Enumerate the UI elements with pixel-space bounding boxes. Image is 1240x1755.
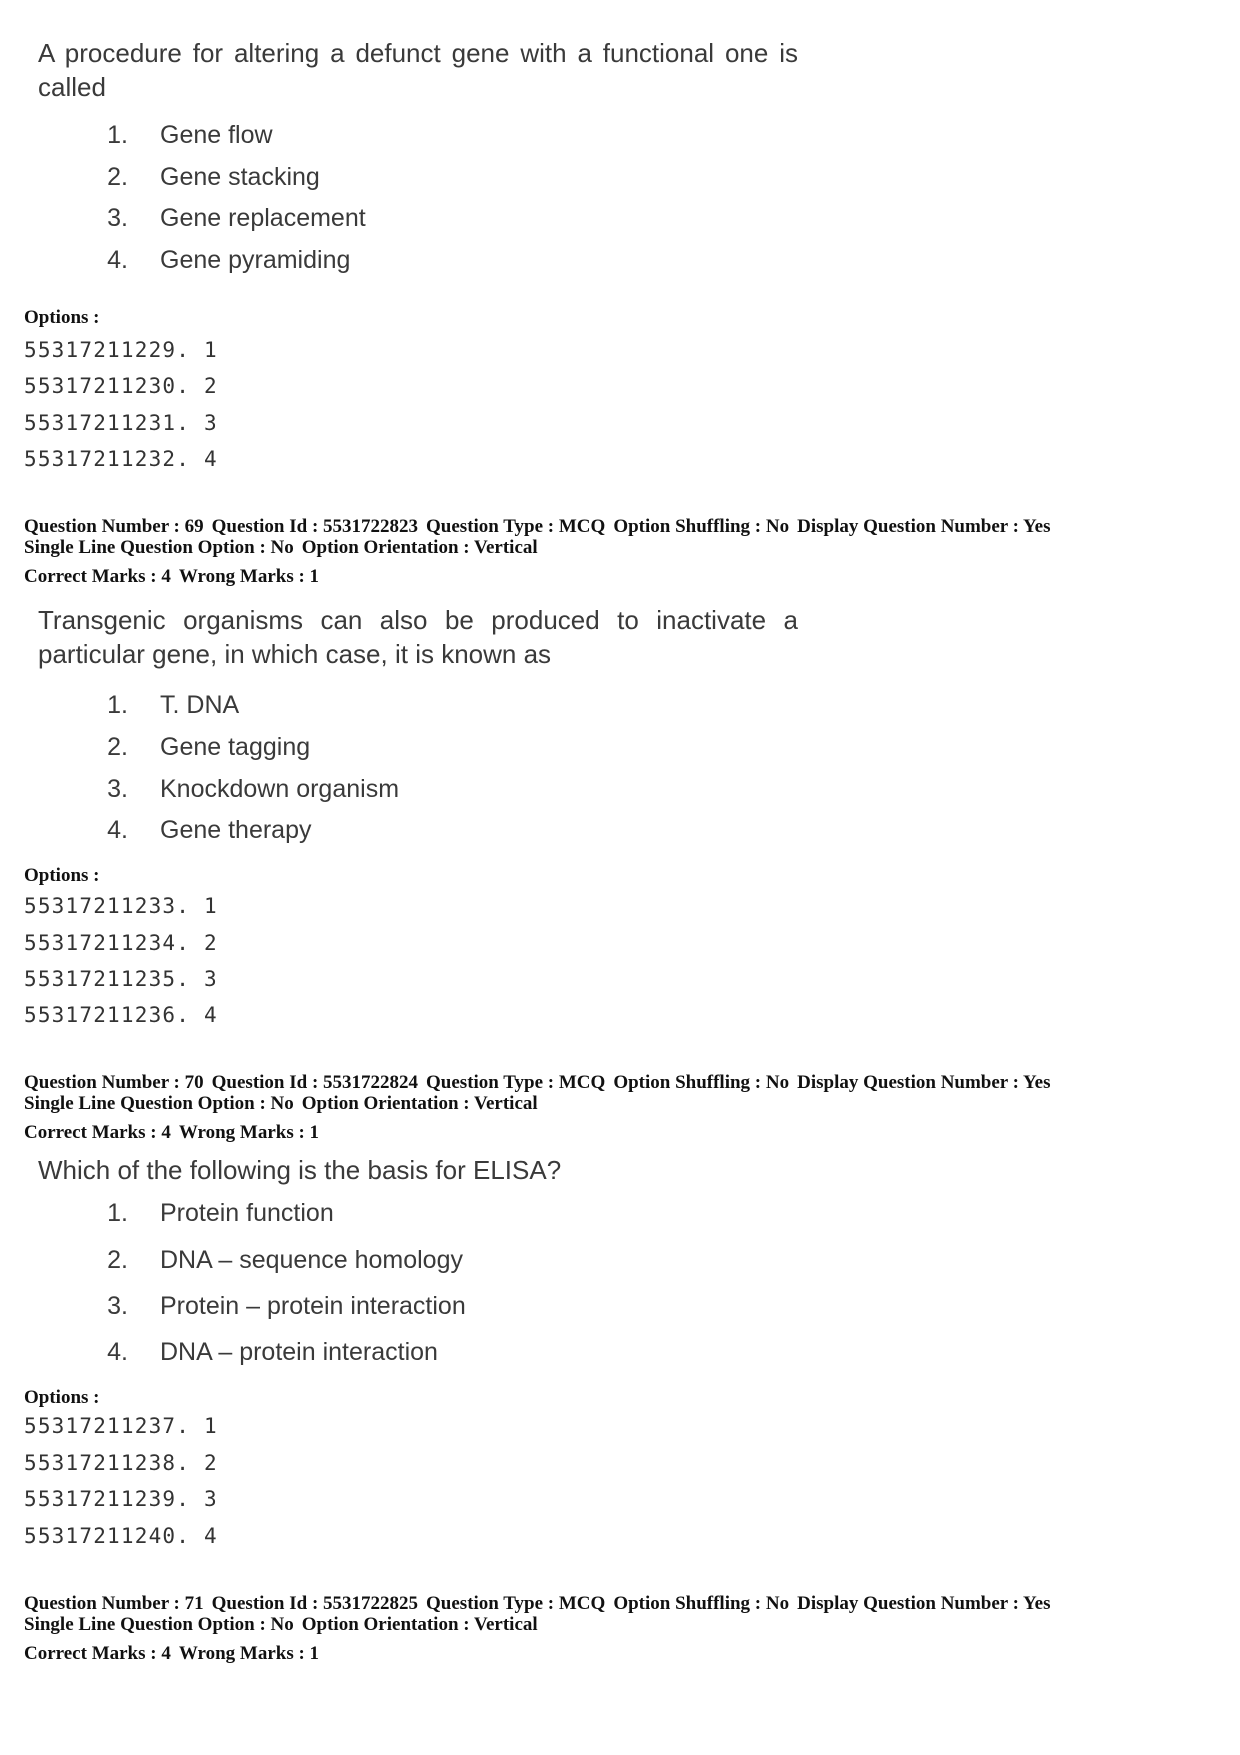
q69-choice-2: 2. Gene tagging [107,733,311,761]
question-70-image [38,1153,798,1187]
q68-options-label: Options : [24,307,100,328]
q68-choice-1: 1. Gene flow [107,121,273,149]
q69-option-4: 55317211236. 4 [24,1003,218,1027]
q68-option-4: 55317211232. 4 [24,447,218,471]
question-68-image [38,36,798,104]
q69-marks: Correct Marks : 4 Wrong Marks : 1 [24,566,320,587]
q68-choice-2: 2. Gene stacking [107,163,320,191]
q70-meta-line-1: Question Number : 70 Question Id : 5531722824 Question Type : MCQ Option Shuffling : No Display Question Number : Yes [24,1072,1051,1093]
q69-choice-1: 1. T. DNA [107,691,240,719]
q69-choice-4: 4. Gene therapy [107,816,312,844]
q68-choice-4: 4. Gene pyramiding [107,246,351,274]
q70-choice-1: 1. Protein function [107,1199,334,1227]
q70-choice-2: 2. DNA – sequence homology [107,1246,463,1274]
q70-marks: Correct Marks : 4 Wrong Marks : 1 [24,1122,320,1143]
question-69-text: Transgenic organisms can also be produced to inactivate a particular gene, in which case, it is known as [38,605,798,669]
q70-option-1: 55317211237. 1 [24,1414,218,1438]
question-68-text: A procedure for altering a defunct gene with a functional one is called [38,38,798,102]
q71-marks: Correct Marks : 4 Wrong Marks : 1 [24,1643,320,1664]
q69-option-1: 55317211233. 1 [24,894,218,918]
q70-options-label: Options : [24,1387,100,1408]
q68-choice-3: 3. Gene replacement [107,204,366,232]
question-69-image [38,603,798,671]
q70-choice-4: 4. DNA – protein interaction [107,1338,438,1366]
q71-meta-line-1: Question Number : 71 Question Id : 5531722825 Question Type : MCQ Option Shuffling : No Display Question Number : Yes [24,1593,1051,1614]
q71-meta-line-2: Single Line Question Option : No Option Orientation : Vertical [24,1614,538,1635]
q69-option-3: 55317211235. 3 [24,967,218,991]
q70-option-3: 55317211239. 3 [24,1487,218,1511]
q70-option-4: 55317211240. 4 [24,1524,218,1548]
q69-choice-3: 3. Knockdown organism [107,775,400,803]
q69-meta-line-2: Single Line Question Option : No Option Orientation : Vertical [24,537,538,558]
q69-meta-line-1: Question Number : 69 Question Id : 5531722823 Question Type : MCQ Option Shuffling : No Display Question Number : Yes [24,516,1051,537]
q68-option-1: 55317211229. 1 [24,338,218,362]
q70-meta-line-2: Single Line Question Option : No Option Orientation : Vertical [24,1093,538,1114]
q70-choice-3: 3. Protein – protein interaction [107,1292,466,1320]
q68-option-3: 55317211231. 3 [24,411,218,435]
q68-option-2: 55317211230. 2 [24,374,218,398]
q70-option-2: 55317211238. 2 [24,1451,218,1475]
question-70-text: Which of the following is the basis for ELISA? [38,1155,562,1185]
q69-option-2: 55317211234. 2 [24,931,218,955]
q69-options-label: Options : [24,865,100,886]
